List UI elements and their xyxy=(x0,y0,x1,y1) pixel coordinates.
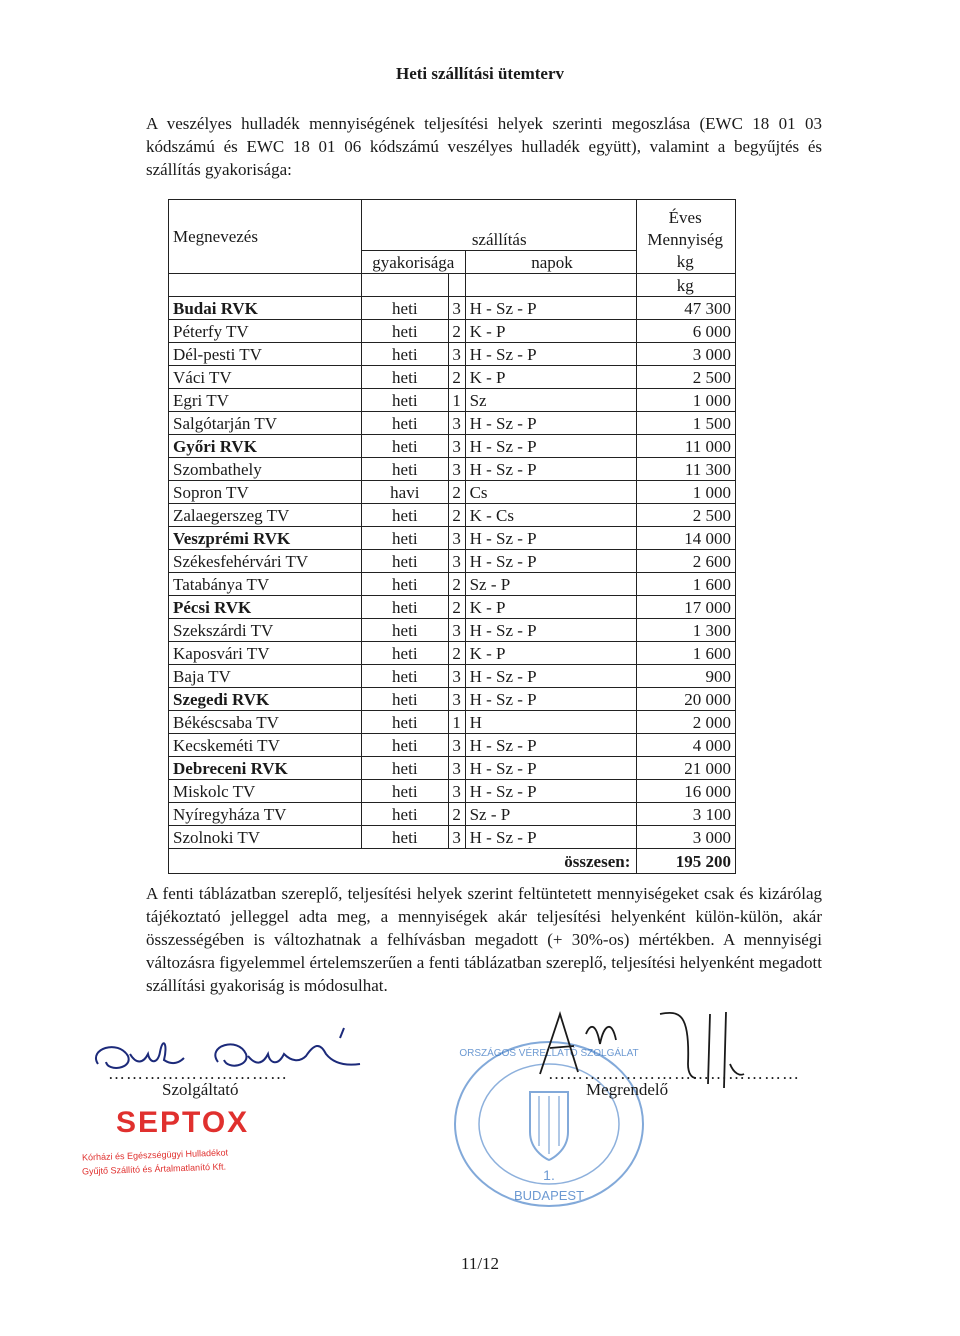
cell-location: Tatabánya TV xyxy=(169,573,362,596)
total-value: 195 200 xyxy=(637,849,736,874)
cell-count: 2 xyxy=(448,320,465,343)
cell-count: 3 xyxy=(448,343,465,366)
table-row xyxy=(169,435,736,458)
cell-count: 1 xyxy=(448,711,465,734)
stamp-number: 1. xyxy=(543,1167,555,1183)
cell-frequency: heti xyxy=(362,366,449,389)
cell-location: Veszprémi RVK xyxy=(169,527,362,550)
company-name-line2: Gyűjtő Szállító és Ártalmatlanító Kft. xyxy=(81,1161,227,1177)
header-days: napok xyxy=(465,251,637,274)
cell-count: 2 xyxy=(448,642,465,665)
cell-frequency: heti xyxy=(362,734,449,757)
cell-location: Sopron TV xyxy=(169,481,362,504)
cell-days: K - Cs xyxy=(465,504,637,527)
cell-count: 3 xyxy=(448,527,465,550)
cell-days: H - Sz - P xyxy=(465,435,637,458)
header-annual xyxy=(637,200,736,251)
header-frequency: gyakorisága xyxy=(362,251,466,274)
cell-days: H xyxy=(465,711,637,734)
total-row xyxy=(169,849,736,874)
cell-days: Cs xyxy=(465,481,637,504)
table-header-row xyxy=(169,200,736,251)
cell-count: 2 xyxy=(448,481,465,504)
cell-days: K - P xyxy=(465,596,637,619)
cell-frequency: heti xyxy=(362,596,449,619)
header-shipping: szállítás xyxy=(362,200,637,251)
cell-frequency: heti xyxy=(362,435,449,458)
cell-quantity: 2 500 xyxy=(637,504,736,527)
company-logo: SEPTOX xyxy=(116,1106,250,1139)
cell-frequency: heti xyxy=(362,803,449,826)
provider-label: Szolgáltató xyxy=(162,1080,239,1099)
cell-location: Pécsi RVK xyxy=(169,596,362,619)
cell-location: Salgótarján TV xyxy=(169,412,362,435)
cell-days: H - Sz - P xyxy=(465,527,637,550)
total-label: összesen: xyxy=(362,849,637,874)
cell-quantity: 1 300 xyxy=(637,619,736,642)
cell-frequency: heti xyxy=(362,711,449,734)
cell-count: 3 xyxy=(448,458,465,481)
cell-quantity: 2 600 xyxy=(637,550,736,573)
cell-count: 3 xyxy=(448,435,465,458)
table-row xyxy=(169,803,736,826)
cell-days: H - Sz - P xyxy=(465,343,637,366)
cell-quantity: 14 000 xyxy=(637,527,736,550)
cell-quantity: 3 000 xyxy=(637,343,736,366)
cell-count: 2 xyxy=(448,504,465,527)
cell-days: Sz xyxy=(465,389,637,412)
cell-frequency: heti xyxy=(362,665,449,688)
cell-frequency: heti xyxy=(362,780,449,803)
cell-location: Budai RVK xyxy=(169,297,362,320)
stamp-text: ORSZÁGOS VÉRELLÁTÓ SZOLGÁLAT xyxy=(459,1048,639,1059)
cell-count: 3 xyxy=(448,757,465,780)
cell-location: Szegedi RVK xyxy=(169,688,362,711)
header-unit-2: kg xyxy=(637,274,736,297)
cell-frequency: heti xyxy=(362,642,449,665)
cell-count: 2 xyxy=(448,573,465,596)
table-row xyxy=(169,573,736,596)
schedule-table xyxy=(168,199,736,874)
cell-count: 3 xyxy=(448,550,465,573)
cell-location: Egri TV xyxy=(169,389,362,412)
table-row xyxy=(169,550,736,573)
cell-days: K - P xyxy=(465,366,637,389)
cell-location: Székesfehérvári TV xyxy=(169,550,362,573)
cell-count: 3 xyxy=(448,734,465,757)
cell-count: 3 xyxy=(448,412,465,435)
cell-days: H - Sz - P xyxy=(465,734,637,757)
cell-days: H - Sz - P xyxy=(465,619,637,642)
cell-location: Péterfy TV xyxy=(169,320,362,343)
cell-days: K - P xyxy=(465,320,637,343)
cell-quantity: 1 000 xyxy=(637,389,736,412)
company-name-line1: Kórházi és Egészségügyi Hulladékot xyxy=(81,1147,229,1163)
cell-quantity: 21 000 xyxy=(637,757,736,780)
closing-paragraph: A fenti táblázatban szereplő, teljesítési helyek szerint feltüntetett mennyiségeket csak és kizárólag tájékoztató jelleggel adta meg, a mennyiségek akár teljesítési helyenként külön-külön, akár összességében is változhatnak a felhívásban megadott (+ 30%-os) mértékben. A mennyiségi változásra figyelemmel értelemszerűen a fenti táblázatban szereplő, teljesítési helyenként megadott szállítási gyakoriság is módosulhat. xyxy=(146,884,822,995)
client-label: Megrendelő xyxy=(586,1080,669,1099)
cell-count: 3 xyxy=(448,826,465,849)
header-annual-line1: Éves xyxy=(668,207,702,227)
cell-location: Miskolc TV xyxy=(169,780,362,803)
cell-location: Győri RVK xyxy=(169,435,362,458)
table-row xyxy=(169,527,736,550)
cell-quantity: 900 xyxy=(637,665,736,688)
table-row xyxy=(169,297,736,320)
cell-location: Szekszárdi TV xyxy=(169,619,362,642)
table-row xyxy=(169,458,736,481)
cell-count: 1 xyxy=(448,389,465,412)
table-row xyxy=(169,481,736,504)
cell-days: H - Sz - P xyxy=(465,297,637,320)
cell-count: 3 xyxy=(448,619,465,642)
cell-quantity: 47 300 xyxy=(637,297,736,320)
cell-frequency: heti xyxy=(362,757,449,780)
cell-count: 3 xyxy=(448,665,465,688)
table-row xyxy=(169,596,736,619)
cell-location: Szombathely xyxy=(169,458,362,481)
cell-quantity: 1 600 xyxy=(637,642,736,665)
cell-frequency: heti xyxy=(362,550,449,573)
cell-frequency: heti xyxy=(362,297,449,320)
cell-days: Sz - P xyxy=(465,573,637,596)
table-row xyxy=(169,665,736,688)
cell-quantity: 1 500 xyxy=(637,412,736,435)
cell-frequency: heti xyxy=(362,573,449,596)
cell-quantity: 4 000 xyxy=(637,734,736,757)
table-row xyxy=(169,780,736,803)
cell-frequency: heti xyxy=(362,343,449,366)
cell-location: Baja TV xyxy=(169,665,362,688)
cell-frequency: heti xyxy=(362,320,449,343)
cell-quantity: 2 500 xyxy=(637,366,736,389)
cell-days: K - P xyxy=(465,642,637,665)
table-row xyxy=(169,826,736,849)
table-row xyxy=(169,734,736,757)
cell-days: H - Sz - P xyxy=(465,550,637,573)
cell-days: H - Sz - P xyxy=(465,458,637,481)
header-annual-line2: Mennyiség xyxy=(647,229,723,249)
table-row xyxy=(169,366,736,389)
cell-count: 2 xyxy=(448,366,465,389)
cell-location: Békéscsaba TV xyxy=(169,711,362,734)
cell-frequency: heti xyxy=(362,458,449,481)
cell-quantity: 3 000 xyxy=(637,826,736,849)
cell-quantity: 1 000 xyxy=(637,481,736,504)
cell-count: 3 xyxy=(448,297,465,320)
cell-days: H - Sz - P xyxy=(465,826,637,849)
table-row xyxy=(169,642,736,665)
cell-frequency: havi xyxy=(362,481,449,504)
cell-quantity: 11 000 xyxy=(637,435,736,458)
cell-days: H - Sz - P xyxy=(465,757,637,780)
table-row xyxy=(169,757,736,780)
cell-location: Dél-pesti TV xyxy=(169,343,362,366)
cell-count: 2 xyxy=(448,596,465,619)
cell-frequency: heti xyxy=(362,688,449,711)
cell-quantity: 2 000 xyxy=(637,711,736,734)
cell-days: H - Sz - P xyxy=(465,412,637,435)
cell-location: Nyíregyháza TV xyxy=(169,803,362,826)
cell-location: Zalaegerszeg TV xyxy=(169,504,362,527)
cell-count: 3 xyxy=(448,780,465,803)
cell-quantity: 20 000 xyxy=(637,688,736,711)
table-row xyxy=(169,688,736,711)
page-title: Heti szállítási ütemterv xyxy=(395,64,565,83)
cell-quantity: 17 000 xyxy=(637,596,736,619)
table-unit-row xyxy=(169,274,736,297)
client-signature-line: …………………………………… xyxy=(548,1064,800,1083)
header-name: Megnevezés xyxy=(169,200,362,274)
stamp-city: BUDAPEST xyxy=(513,1188,585,1203)
cell-frequency: heti xyxy=(362,826,449,849)
cell-location: Kaposvári TV xyxy=(169,642,362,665)
table-row xyxy=(169,343,736,366)
cell-quantity: 16 000 xyxy=(637,780,736,803)
table-row xyxy=(169,320,736,343)
table-row xyxy=(169,619,736,642)
table-row xyxy=(169,412,736,435)
cell-quantity: 3 100 xyxy=(637,803,736,826)
cell-frequency: heti xyxy=(362,527,449,550)
table-row xyxy=(169,711,736,734)
header-unit: kg xyxy=(637,251,736,274)
page-number: 11/12 xyxy=(460,1254,500,1273)
cell-quantity: 1 600 xyxy=(637,573,736,596)
cell-location: Kecskeméti TV xyxy=(169,734,362,757)
cell-frequency: heti xyxy=(362,412,449,435)
cell-frequency: heti xyxy=(362,619,449,642)
cell-quantity: 6 000 xyxy=(637,320,736,343)
cell-days: H - Sz - P xyxy=(465,688,637,711)
table-row xyxy=(169,389,736,412)
cell-location: Váci TV xyxy=(169,366,362,389)
cell-count: 3 xyxy=(448,688,465,711)
cell-frequency: heti xyxy=(362,389,449,412)
cell-frequency: heti xyxy=(362,504,449,527)
cell-quantity: 11 300 xyxy=(637,458,736,481)
cell-days: Sz - P xyxy=(465,803,637,826)
cell-location: Szolnoki TV xyxy=(169,826,362,849)
cell-days: H - Sz - P xyxy=(465,665,637,688)
cell-days: H - Sz - P xyxy=(465,780,637,803)
cell-count: 2 xyxy=(448,803,465,826)
provider-signature-line: ………………………… xyxy=(108,1064,288,1083)
cell-location: Debreceni RVK xyxy=(169,757,362,780)
intro-paragraph: A veszélyes hulladék mennyiségének teljesítési helyek szerinti megoszlása (EWC 18 01 03 kódszámú és EWC 18 01 06 kódszámú veszélyes hulladék együtt), valamint a begyűjtés és szállítás gyakorisága: xyxy=(146,114,822,179)
table-row xyxy=(169,504,736,527)
